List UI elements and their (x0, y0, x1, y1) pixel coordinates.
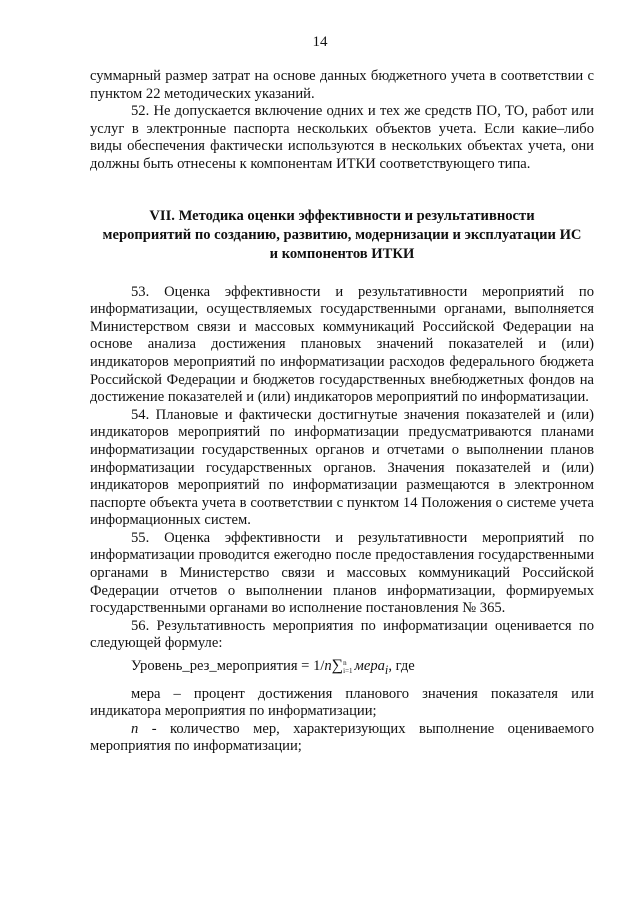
paragraph-continuation: суммарный размер затрат на основе данных бюджетного учета в соответствии с пунктом 22 методических указаний. (90, 68, 594, 102)
section-heading (90, 207, 594, 264)
formula-sum-limits (343, 659, 352, 675)
definition-mera-text: мера – процент достижения планового значения показателя или индикатора мероприятия по информатизации; (90, 685, 594, 720)
page-number: 14 (312, 34, 328, 50)
paragraph-56: 56. Результативность мероприятия по информатизации оценивается по следующей формуле: (90, 617, 594, 652)
definition-n-text: - количество мер, характеризующих выполнение оцениваемого мероприятия по информатизации; (90, 720, 594, 755)
section-heading-line-1: VII. Методика оценки эффективности и результативности (149, 207, 535, 224)
paragraph-54: 54. Плановые и фактически достигнутые значения показателей и (или) индикаторов мероприятий по информатизации предусматриваются планами информатизации государственных органов и отчетами о выполнении планов информатизации государственных органов. Значения показателей и (или) индикаторов мероприятий по информатизации размещаются в электронном паспорте объекта учета в соответствии с пунктом 14 Положения о системе учета информационных систем. (90, 406, 594, 529)
formula-n: n (324, 658, 332, 675)
definition-mera (90, 686, 594, 721)
formula-upper-limit: n (343, 658, 347, 667)
paragraph-55: 55. Оценка эффективности и результативности мероприятий по информатизации проводится ежегодно после предоставления государственными органами в Министерство связи и массовых коммуникаций Российской Федерации отчетов о выполнении планов информатизации, формируемых государственными органами во исполнение постановления № 365. (90, 529, 594, 617)
formula-sum-symbol: ∑ (331, 657, 344, 675)
definition-n (90, 721, 594, 756)
paragraph-52: 52. Не допускается включение одних и тех же средств ПО, ТО, работ или услуг в электронные паспорта нескольких объектов учета. Если какие–либо виды обеспечения фактически используются в нескольких объектах учета, они должны быть отнесены к компонентам ИТКИ соответствующего типа. (90, 103, 594, 172)
formula-term: мера (354, 658, 385, 675)
formula-lhs: Уровень_рез_мероприятия = 1/ (131, 658, 325, 675)
section-heading-line-3: и компонентов ИТКИ (269, 245, 415, 262)
section-heading-line-2: мероприятий по созданию, развитию, модернизации и эксплуатации ИС (102, 226, 582, 243)
paragraph-53: 53. Оценка эффективности и результативности мероприятий по информатизации, осуществляемых государственными органами, выполняется Министерством связи и массовых коммуникаций Российской Федерации на основе анализа достижения плановых значений показателей и (или) индикаторов мероприятий по информатизации расходов федерального бюджета Российской Федерации и бюджетов государственных внебюджетных фондов на достижение показателей и (или) индикаторов мероприятий по информатизации. (90, 283, 594, 406)
formula-subscript: i (384, 662, 389, 677)
formula-tail: , где (388, 658, 415, 675)
formula (90, 657, 594, 680)
document-body (90, 68, 594, 756)
formula-lower-limit: i=1 (343, 666, 353, 675)
definition-n-term: n (131, 720, 139, 737)
